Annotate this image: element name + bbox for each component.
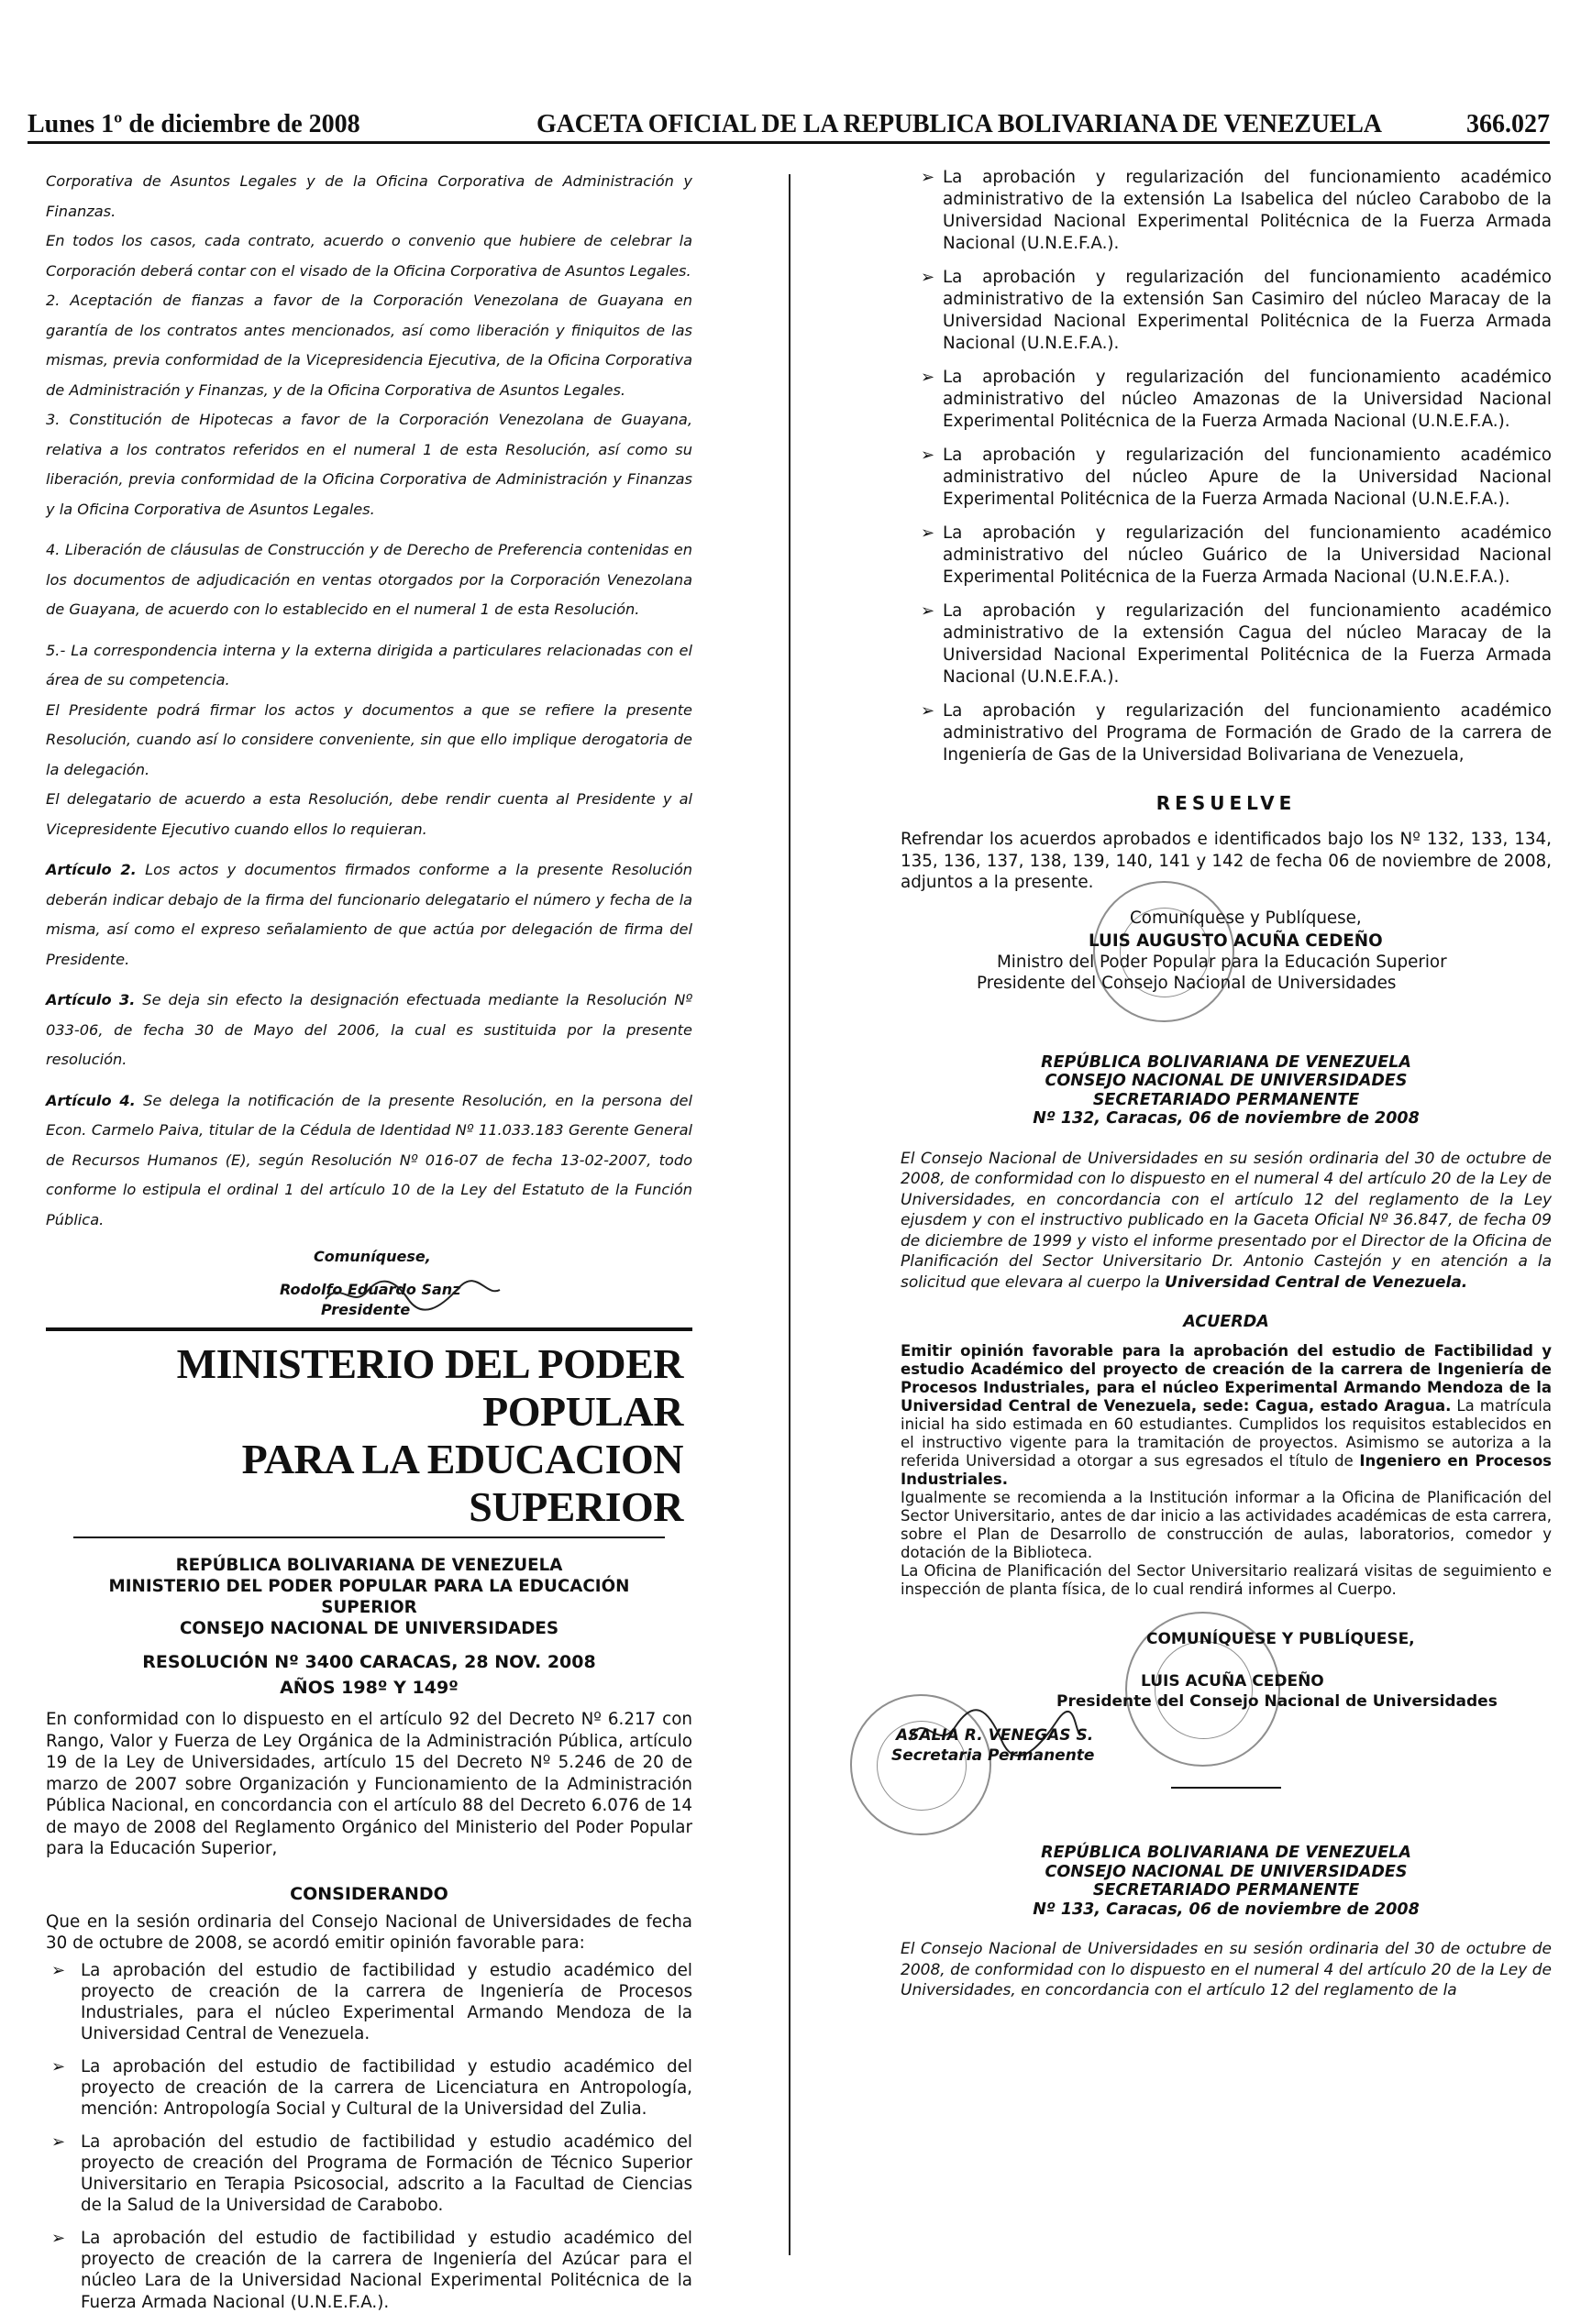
considerando-text: Que en la sesión ordinaria del Consejo Nacional de Universidades de fecha 30 de octubre de 2008, se acordó emitir opinión favorable para: <box>46 1911 692 1953</box>
minister-name: LUIS AUGUSTO ACUÑA CEDEÑO <box>1089 931 1383 951</box>
section-rule <box>1171 1787 1281 1789</box>
comuniquese-text: Comuníquese y Publíquese, <box>1130 908 1362 928</box>
article-label: Artículo 4. <box>46 1091 136 1109</box>
list-item: ➢ La aprobación y regularización del funcionamiento académico administrativo del núcleo Apure de la Universidad Nacional Experimental Politécnica de la Fuerza Armada Nacional (U.N.E.F.A.). <box>921 446 1552 509</box>
secretary-name: ASALIA R. VENEGAS S. <box>896 1726 1094 1745</box>
resuelve-heading: RESUELVE <box>1155 792 1297 814</box>
resolution-number: RESOLUCIÓN Nº 3400 CARACAS, 28 NOV. 2008 <box>142 1652 596 1672</box>
paragraph: El delegatario de acuerdo a esta Resolución, debe rendir cuenta al Presidente y al Vicepresidente Ejecutivo cuando ellos lo requieran. <box>46 790 692 838</box>
agreement-body: El Consejo Nacional de Universidades en su sesión ordinaria del 30 de octubre de 2008, de conformidad con lo dispuesto en el numeral 4 del artículo 20 de la Ley de Universidades, en concordancia con el artículo 12 del reglamento de la Ley ejusdem y con el instructivo publicado en la Gaceta Oficial Nº 36.847, de fecha 09 de diciembre de 1999 y visto el informe presentado por el Director de la Oficina de Planificación del Sector Universitario Dr. Antonio Castejón y en atención a la solicitud que elevara al cuerpo la Universidad Central de Venezuela. <box>901 1149 1552 1292</box>
intro-paragraph: En conformidad con lo dispuesto en el artículo 92 del Decreto Nº 6.217 con Rango, Valor y Fuerza de Ley Orgánica de la Administración Pública, artículo 19 de la Ley de Universidades, artículo 15 del Decreto Nº 5.246 de 20 de marzo de 2007 sobre Organización y Funcionamiento de la Administración Pública Nacional, en concordancia con el artículo 88 del Decreto 6.076 de 14 de mayo de 2008 del Reglamento Orgánico del Ministerio del Poder Popular para la Educación Superior, <box>46 1710 692 1858</box>
ministry-title <box>46 1340 692 1531</box>
list-item: ➢ La aprobación y regularización del funcionamiento académico administrativo del núcleo Guárico de la Universidad Nacional Experimental Politécnica de la Fuerza Armada Nacional (U.N.E.F.A.). <box>921 523 1552 587</box>
secretary-role: Secretaria Permanente <box>891 1746 1095 1765</box>
president-name: LUIS ACUÑA CEDEÑO <box>1141 1672 1324 1691</box>
arrow-icon: ➢ <box>921 701 935 721</box>
signature-block <box>46 1235 692 1318</box>
list-item: ➢ La aprobación del estudio de factibilidad y estudio académico del proyecto de creación de la carrera de Ingeniería de Procesos Industriales, para el núcleo Experimental Armando Mendoza de la Universidad Central de Venezuela. <box>51 1960 692 2044</box>
minister-role: Ministro del Poder Popular para la Educación Superior <box>997 952 1447 972</box>
paragraph: Corporativa de Asuntos Legales y de la Oficina Corporativa de Administración y Finanzas. <box>46 172 692 220</box>
ministry-title-line1: MINISTERIO DEL PODER POPULAR <box>176 1340 683 1435</box>
cnu-signature-block <box>891 1612 1552 1772</box>
handwritten-signature <box>321 1272 504 1317</box>
column-divider <box>789 174 790 2255</box>
header-page-number: 366.027 <box>1466 110 1550 138</box>
ministry-title-line2: PARA LA EDUCACION SUPERIOR <box>241 1436 683 1530</box>
arrow-icon: ➢ <box>921 601 935 621</box>
heading-line: CONSEJO NACIONAL DE UNIVERSIDADES <box>179 1619 559 1638</box>
agreement-body: El Consejo Nacional de Universidades en su sesión ordinaria del 30 de octubre de 2008, de conformidad con lo dispuesto en el numeral 4 del artículo 20 de la Ley de Universidades, en concordancia con el artículo 12 del reglamento de la <box>901 1940 1552 1999</box>
article-text: Se delega la notificación de la presente Resolución, en la persona del Econ. Carmelo Paiva, titular de la Cédula de Identidad Nº 11.033.183 Gerente General de Recursos Humanos (E), según Resolución Nº 016-07 de fecha 13-02-2007, todo conforme lo estipula el ordinal 1 del artículo 10 de la Ley del Estatuto de la Función Pública. <box>46 1091 692 1228</box>
heading-line: SUPERIOR <box>321 1598 417 1617</box>
heading-line: SECRETARIADO PERMANENTE <box>1092 1881 1360 1900</box>
agreement-number: Nº 132, Caracas, 06 de noviembre de 2008 <box>1033 1109 1420 1128</box>
paragraph: El Presidente podrá firmar los actos y documentos a que se refiere la presente Resolución, cuando así lo considere conveniente, sin que ello implique derogatoria de la delegación. <box>46 700 692 778</box>
minister-signature-block <box>901 899 1552 1019</box>
agreement-number: Nº 133, Caracas, 06 de noviembre de 2008 <box>1033 1900 1420 1919</box>
list-item: ➢ La aprobación y regularización del funcionamiento académico administrativo del núcleo Amazonas de la Universidad Nacional Experimental Politécnica de la Fuerza Armada Nacional (U.N.E.F.A.). <box>921 368 1552 431</box>
paragraph: 4. Liberación de cláusulas de Construcción y de Derecho de Preferencia contenidas en los documentos de adjudicación en ventas otorgados por la Corporación Venezolana de Guayana, de acuerdo con lo establecido en el numeral 1 de esta Resolución. <box>46 541 692 618</box>
comuniquese-text: Comuníquese, <box>314 1248 431 1265</box>
heading-line: REPÚBLICA BOLIVARIANA DE VENEZUELA <box>1041 1052 1411 1072</box>
heading-line: REPÚBLICA BOLIVARIANA DE VENEZUELA <box>175 1556 563 1575</box>
article-label: Artículo 2. <box>46 861 137 878</box>
considerando-heading: CONSIDERANDO <box>290 1883 448 1904</box>
article-4 <box>46 1086 692 1236</box>
article-text: Se deja sin efecto la designación efectuada mediante la Resolución Nº 033-06, de fecha 30 de Mayo del 2006, la cual es sustituida por la presente resolución. <box>46 991 693 1068</box>
list-item: ➢ La aprobación y regularización del funcionamiento académico administrativo de la extensión La Isabelica del núcleo Carabobo de la Universidad Nacional Experimental Politécnica de la Fuerza Armada Nacional (U.N.E.F.A.). <box>921 168 1552 253</box>
left-bullet-list <box>46 1960 692 2313</box>
arrow-icon: ➢ <box>921 168 935 187</box>
list-item: ➢ La aprobación del estudio de factibilidad y estudio académico del proyecto de creación del Programa de Formación de Técnico Superior Universitario en Terapia Psicosocial, adscrito a la Facultad de Ciencias de la Salud de la Universidad de Carabobo. <box>51 2131 692 2216</box>
signer-name: Rodolfo Eduardo Sanz <box>280 1281 461 1298</box>
acuerda-paragraph: Emitir opinión favorable para la aprobación del estudio de Factibilidad y estudio Académico del proyecto de creación de la carrera de Ingeniería de Procesos Industriales, para el núcleo Experimental Armando Mendoza de la Universidad Central de Venezuela, sede: Cagua, estado Aragua. La matrícula inicial ha sido estimada en 60 estudiantes. Cumplidos los requisitos establecidos en el instructivo vigente para la tramitación de proyectos. Asimismo se autoriza a la referida Universidad a otorgar a sus egresados el título de Ingeniero en Procesos Industriales. <box>901 1342 1552 1488</box>
minister-role: Presidente del Consejo Nacional de Universidades <box>977 973 1397 993</box>
list-item: ➢ La aprobación y regularización del funcionamiento académico administrativo del Programa de Formación de Grado de la carrera de Ingeniería de Gas de la Universidad Bolivariana de Venezuela, <box>921 701 1552 765</box>
list-item: ➢ La aprobación y regularización del funcionamiento académico administrativo de la extensión Cagua del núcleo Maracay de la Universidad Nacional Experimental Politécnica de la Fuerza Armada Nacional (U.N.E.F.A.). <box>921 601 1552 687</box>
heading-line: CONSEJO NACIONAL DE UNIVERSIDADES <box>1045 1862 1408 1881</box>
heading-line: CONSEJO NACIONAL DE UNIVERSIDADES <box>1045 1072 1408 1090</box>
heading-line: REPÚBLICA BOLIVARIANA DE VENEZUELA <box>1041 1844 1411 1862</box>
acuerda-heading: ACUERDA <box>1183 1313 1269 1331</box>
refrendar-paragraph: Refrendar los acuerdos aprobados e identificados bajo los Nº 132, 133, 134, 135, 136, 137, 138, 139, 140, 141 y 142 de fecha 06 de noviembre de 2008, adjuntos a la presente. <box>901 830 1552 892</box>
acuerda-paragraph: Igualmente se recomienda a la Institución informar a la Oficina de Planificación del Sector Universitario, antes de dar inicio a las actividades académicas de esta carrera, sobre el Plan de Desarrollo de construcción de aulas, laboratorios, comedor y dotación de la Biblioteca. <box>901 1489 1552 1561</box>
list-item: ➢ La aprobación del estudio de factibilidad y estudio académico del proyecto de creación de la carrera de Licenciatura en Antropología, mención: Antropología Social y Cultural de la Universidad del Zulia. <box>51 2056 692 2120</box>
arrow-icon: ➢ <box>51 2131 66 2152</box>
article-3 <box>46 986 692 1075</box>
header-date: Lunes 1º de diciembre de 2008 <box>28 110 360 138</box>
paragraph: 3. Constitución de Hipotecas a favor de la Corporación Venezolana de Guayana, relativa a los contratos referidos en el numeral 1 de esta Resolución, así como su liberación, previa conformidad de la Oficina Corporativa de Administración y Finanzas y la Oficina Corporativa de Asuntos Legales. <box>46 411 692 518</box>
article-label: Artículo 3. <box>46 991 136 1008</box>
article-text: Los actos y documentos firmados conforme a la presente Resolución deberán indicar debajo de la firma del funcionario delegatario el número y fecha de la misma, así como el expreso señalamiento de que actúa por delegación de firma del Presidente. <box>46 861 692 968</box>
header-title: GACETA OFICIAL DE LA REPUBLICA BOLIVARIANA DE VENEZUELA <box>536 110 1382 138</box>
article-2 <box>46 855 692 975</box>
list-item: ➢ La aprobación del estudio de factibilidad y estudio académico del proyecto de creación de la carrera de Ingeniería del Azúcar para el núcleo Lara de la Universidad Nacional Experimental Politécnica de la Fuerza Armada Nacional (U.N.E.F.A.). <box>51 2228 692 2312</box>
arrow-icon: ➢ <box>921 523 935 543</box>
signer-role: Presidente <box>321 1301 411 1318</box>
arrow-icon: ➢ <box>921 368 935 387</box>
list-item: ➢ La aprobación y regularización del funcionamiento académico administrativo de la extensión San Casimiro del núcleo Maracay de la Universidad Nacional Experimental Politécnica de la Fuerza Armada Nacional (U.N.E.F.A.). <box>921 268 1552 353</box>
heading-line: MINISTERIO DEL PODER POPULAR PARA LA EDUCACIÓN <box>108 1577 630 1596</box>
section-rule <box>46 1327 692 1331</box>
gazette-header <box>28 108 1550 144</box>
right-bullet-list <box>901 167 1552 766</box>
arrow-icon: ➢ <box>51 2228 66 2248</box>
official-seal-icon <box>1093 881 1234 1022</box>
right-column <box>891 161 1552 2001</box>
arrow-icon: ➢ <box>921 268 935 287</box>
arrow-icon: ➢ <box>51 2056 66 2076</box>
years-line: AÑOS 198º Y 149º <box>280 1678 459 1698</box>
acuerda-paragraph: La Oficina de Planificación del Sector Universitario realizará visitas de seguimiento e inspección de planta física, de lo cual rendirá informes al Cuerpo. <box>901 1562 1552 1598</box>
left-column <box>46 167 692 2324</box>
comuniquese-text: COMUNÍQUESE Y PUBLÍQUESE, <box>1146 1630 1415 1648</box>
paragraph: 2. Aceptación de fianzas a favor de la Corporación Venezolana de Guayana en garantía de los contratos antes mencionados, así como liberación y finiquitos de las mismas, previa conformidad de la Vicepresidencia Ejecutiva, de la Oficina Corporativa de Administración y Finanzas, y de la Oficina Corporativa de Asuntos Legales. <box>46 292 692 399</box>
arrow-icon: ➢ <box>51 1960 66 1980</box>
paragraph: En todos los casos, cada contrato, acuerdo o convenio que hubiere de celebrar la Corporación deberá contar con el visado de la Oficina Corporativa de Asuntos Legales. <box>46 232 692 280</box>
heading-line: SECRETARIADO PERMANENTE <box>1092 1090 1360 1109</box>
arrow-icon: ➢ <box>921 446 935 465</box>
section-rule <box>73 1536 665 1538</box>
president-role: Presidente del Consejo Nacional de Universidades <box>1056 1692 1498 1711</box>
paragraph: 5.- La correspondencia interna y la externa dirigida a particulares relacionadas con el área de su competencia. <box>46 641 692 688</box>
